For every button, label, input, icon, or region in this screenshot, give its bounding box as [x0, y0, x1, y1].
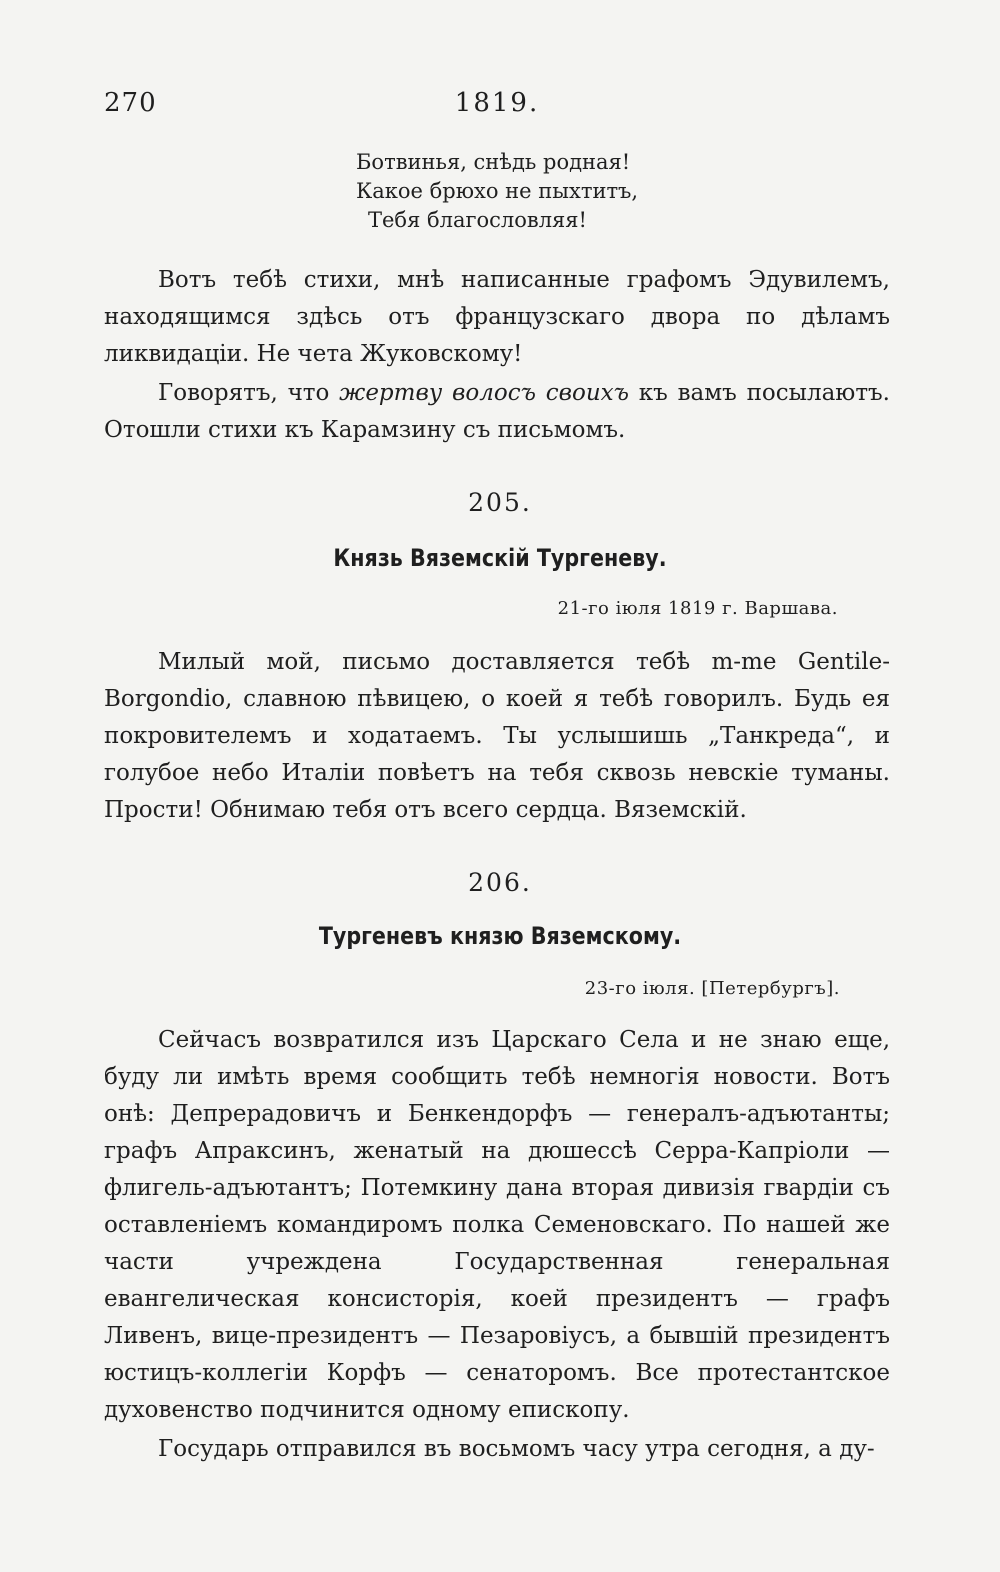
poem [356, 148, 776, 235]
letter-206-body [104, 1022, 890, 1468]
paragraph: Государь отправился въ восьмомъ часу утра сегодня, а ду- [158, 1436, 875, 1462]
letter-title: Князь Вяземскій Тургеневу. [333, 544, 667, 572]
paragraph-text: къ вамъ посылаютъ. Отошли стихи къ Карамзину съ письмомъ. [104, 380, 890, 443]
italic-phrase: жертву волосъ своихъ [339, 380, 629, 406]
page-header [104, 88, 890, 128]
paragraph-text: Говорятъ, что [158, 380, 340, 406]
poem-line: Ботвинья, снѣдь родная! [356, 150, 631, 174]
paragraph: Милый мой, письмо доставляется тебѣ m-me Gentile-Borgondio, славною пѣвицею, о коей я тебѣ говорилъ. Будь ея покровителемъ и ходатаемъ. Ты услышишь „Танкреда“, и голубое небо Италіи повѣетъ на тебя сквозь невскіе туманы. Прости! Обнимаю тебя отъ всего сердца. Вяземскій. [104, 649, 890, 823]
letter-dateline: 23-го іюля. [Петербургъ]. [584, 978, 840, 999]
poem-line: Тебя благословляя! [368, 208, 587, 232]
page-number: 270 [104, 88, 157, 118]
poem-line: Какое брюхо не пыхтитъ, [356, 179, 639, 203]
running-head-year: 1819. [454, 88, 540, 118]
letter-number: 205. [468, 488, 532, 517]
letter-dateline: 21-го іюля 1819 г. Варшава. [557, 598, 838, 619]
paragraph: Сейчасъ возвратился изъ Царскаго Села и не знаю еще, буду ли имѣть время сообщить тебѣ немногія новости. Вотъ онѣ: Депрерадовичъ и Бенкендорфъ — генералъ-адъютанты; графъ Апраксинъ, женатый на дюшессѣ Серра-Капріоли — флигель-адъютантъ; Потемкину дана вторая дивизія гвардіи съ оставленіемъ командиромъ полка Семеновскаго. По нашей же части учреждена Государственная генеральная евангелическая консисторія, коей президентъ — графъ Ливенъ, вице-президентъ — Пезаровіусъ, а бывшій президентъ юстицъ-коллегіи Корфъ — сенаторомъ. Все протестантское духовенство подчинится одному епископу. [104, 1027, 890, 1423]
letter-204-continuation [104, 262, 890, 449]
paragraph: Вотъ тебѣ стихи, мнѣ написанные графомъ Эдувилемъ, находящимся здѣсь отъ французскаго двора по дѣламъ ликвидаціи. Не чета Жуковскому! [104, 267, 890, 367]
letter-title: Тургеневъ князю Вяземскому. [318, 922, 682, 950]
paragraph [104, 375, 890, 449]
letter-205-body [104, 644, 890, 829]
letter-number: 206. [468, 868, 532, 897]
